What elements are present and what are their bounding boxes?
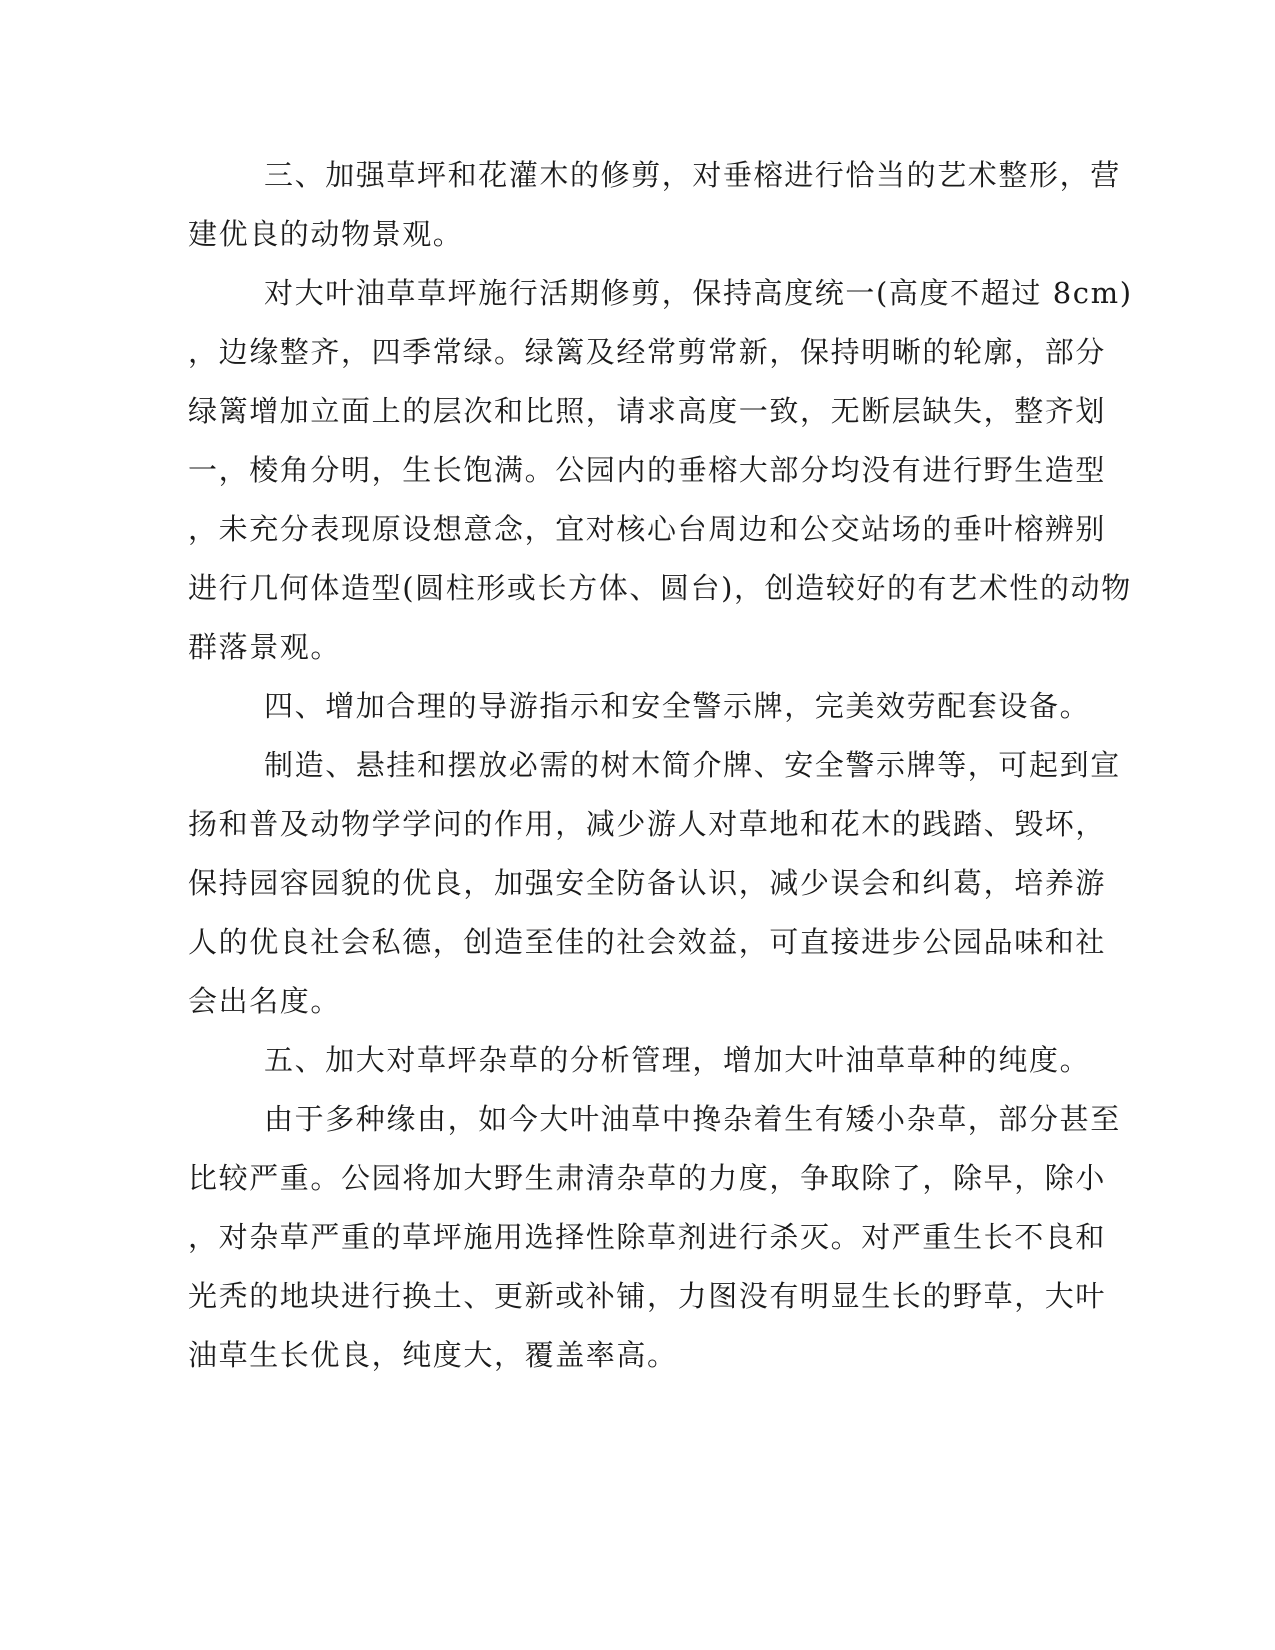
text-line: 保持园容园貌的优良，加强安全防备认识，减少误会和纠葛，培养游 <box>188 866 1107 900</box>
text-line: ，对杂草严重的草坪施用选择性除草剂进行杀灭。对严重生长不良和 <box>188 1220 1107 1254</box>
section-heading-5: 五、加大对草坪杂草的分析管理，增加大叶油草草种的纯度。 <box>264 1043 1091 1077</box>
paragraph-start: 制造、悬挂和摆放必需的树木简介牌、安全警示牌等，可起到宣 <box>264 748 1121 782</box>
text-line: 群落景观。 <box>188 630 342 664</box>
text-line: 油草生长优良，纯度大，覆盖率高。 <box>188 1338 678 1372</box>
text-line: 进行几何体造型(圆柱形或长方体、圆台)，创造较好的有艺术性的动物 <box>188 571 1132 605</box>
section-heading-3: 三、加强草坪和花灌木的修剪，对垂榕进行恰当的艺术整形，营 <box>264 158 1121 192</box>
paragraph-start: 对大叶油草草坪施行活期修剪，保持高度统一(高度不超过 8cm) <box>264 276 1133 310</box>
text-line: 一，棱角分明，生长饱满。公园内的垂榕大部分均没有进行野生造型 <box>188 453 1107 487</box>
text-line: 扬和普及动物学学问的作用，减少游人对草地和花木的践踏、毁坏， <box>188 807 1107 841</box>
paragraph-start: 由于多种缘由，如今大叶油草中搀杂着生有矮小杂草，部分甚至 <box>264 1102 1121 1136</box>
text-line: 人的优良社会私德，创造至佳的社会效益，可直接进步公园品味和社 <box>188 925 1107 959</box>
text-line: ，边缘整齐，四季常绿。绿篱及经常剪常新，保持明晰的轮廓，部分 <box>188 335 1107 369</box>
text-line: 绿篱增加立面上的层次和比照，请求高度一致，无断层缺失，整齐划 <box>188 394 1107 428</box>
text-line: 比较严重。公园将加大野生肃清杂草的力度，争取除了，除早，除小 <box>188 1161 1107 1195</box>
text-line: 建优良的动物景观。 <box>188 217 464 251</box>
text-line: 光秃的地块进行换土、更新或补铺，力图没有明显生长的野草，大叶 <box>188 1279 1107 1313</box>
text-line: 会出名度。 <box>188 984 342 1018</box>
text-line: ，未充分表现原设想意念，宜对核心台周边和公交站场的垂叶榕辨别 <box>188 512 1107 546</box>
section-heading-4: 四、增加合理的导游指示和安全警示牌，完美效劳配套设备。 <box>264 689 1091 723</box>
